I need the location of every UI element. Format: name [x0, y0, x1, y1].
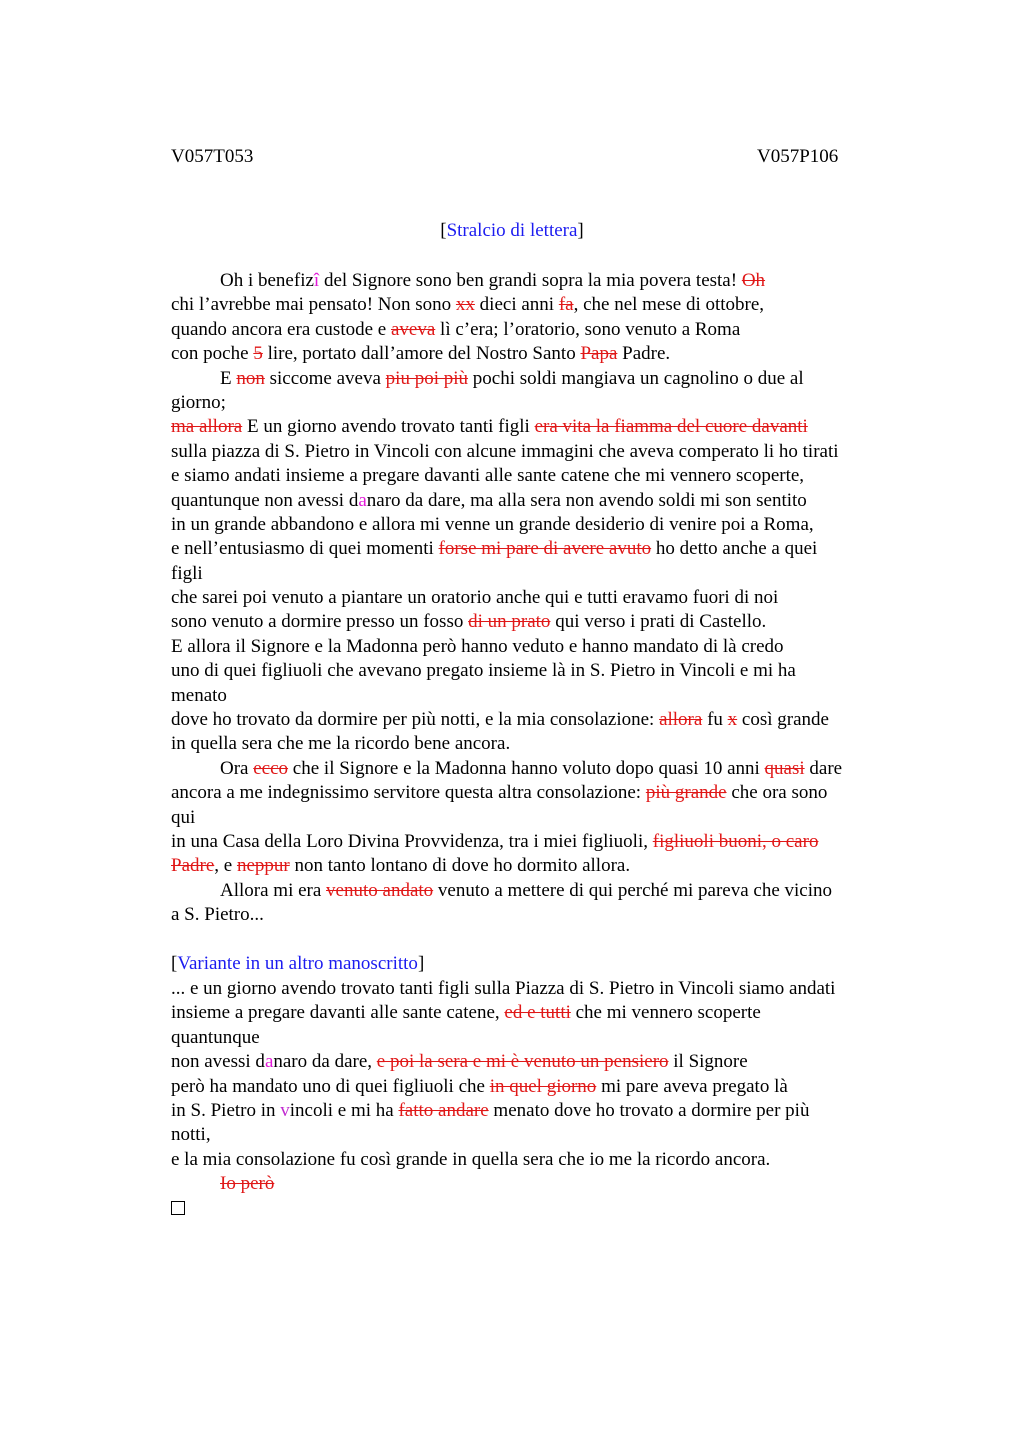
text-run: sono venuto a dormire presso un fosso [171, 611, 469, 633]
deleted-text: figliuoli buoni, o caro [652, 830, 819, 852]
deleted-text: Padre [171, 855, 215, 877]
text-run: così grande [737, 709, 829, 731]
deleted-text: quasi [764, 757, 805, 779]
deleted-text: Oh [741, 270, 766, 291]
bracket-close: ] [577, 220, 584, 241]
text-run: e nell’entusiasmo di quei momenti [171, 538, 439, 560]
deleted-text: ed e tutti [504, 1002, 571, 1024]
text-run: che mi vennero scoperte [570, 1002, 761, 1024]
text-run: ho detto anche a quei [651, 538, 818, 560]
text-line [171, 1001, 835, 1025]
text-run: insieme a pregare davanti alle sante catene, [171, 1002, 505, 1024]
variant-heading [171, 953, 424, 975]
text-run: non avessi d [171, 1051, 265, 1073]
text-run: chi l’avrebbe mai pensato! Non sono [171, 294, 456, 316]
square-box-icon [171, 1201, 185, 1215]
section-title-text: Stralcio di lettera [446, 220, 578, 241]
text-run: Allora mi era [220, 879, 327, 901]
variant-body [171, 977, 835, 1221]
deleted-text: xx [455, 294, 475, 316]
deleted-text: aveva [390, 318, 436, 340]
text-run: menato [171, 684, 227, 706]
text-run: uno di quei figliuoli che avevano pregato insieme là in S. Pietro in Vincoli e mi ha [171, 660, 796, 682]
text-run: Padre. [617, 343, 671, 365]
text-run: qui verso i prati di Castello. [550, 611, 767, 633]
text-line [171, 635, 842, 659]
text-line [171, 1123, 835, 1147]
text-line [171, 1050, 835, 1074]
text-line [171, 1075, 835, 1099]
deleted-text: ecco [253, 757, 289, 779]
text-run: quantunque non avessi d [171, 489, 359, 511]
text-run: pochi soldi mangiava un cagnolino o due al [468, 367, 804, 389]
inserted-text: a [358, 489, 367, 511]
text-run: in S. Pietro in [171, 1099, 281, 1121]
text-line [171, 732, 842, 756]
text-line [171, 269, 842, 293]
text-line [171, 830, 842, 854]
text-run: quantunque [171, 1026, 260, 1048]
deleted-text: e poi la sera e mi è venuto un pensiero [376, 1051, 669, 1073]
text-run: a S. Pietro... [171, 904, 264, 926]
text-line [171, 879, 842, 903]
text-run: non tanto lontano di dove ho dormito allora. [289, 855, 631, 877]
text-run: quando ancora era custode e [171, 318, 391, 340]
variant-heading-text: Variante in un altro manoscritto [177, 953, 418, 974]
text-line [171, 440, 842, 464]
text-run: che sarei poi venuto a piantare un oratorio anche qui e tutti eravamo fuori di noi [171, 587, 779, 609]
text-line [171, 757, 842, 781]
text-run: lì c’era; l’oratorio, sono venuto a Roma [435, 318, 741, 340]
text-line [171, 293, 842, 317]
text-run: lire, portato dall’amore del Nostro Santo [262, 343, 581, 365]
document-code-left: V057T053 [171, 146, 254, 167]
deleted-text: venuto andato [326, 879, 434, 901]
text-run: in una Casa della Loro Divina Provvidenza, tra i miei figliuoli, [171, 830, 653, 852]
deleted-text: x [727, 709, 738, 731]
text-run: figli [171, 562, 203, 584]
deleted-text: neppur [236, 855, 290, 877]
text-run: ancora a me indegnissimo servitore questa altra consolazione: [171, 782, 646, 804]
text-line [171, 1148, 835, 1172]
text-run: con poche [171, 343, 254, 365]
text-line [171, 684, 842, 708]
text-run: sulla piazza di S. Pietro in Vincoli con alcune immagini che aveva comperato li ho tirati [171, 440, 839, 462]
text-line [171, 367, 842, 391]
text-line [171, 708, 842, 732]
text-run: che il Signore e la Madonna hanno voluto dopo quasi 10 anni [288, 757, 765, 779]
text-run: il Signore [668, 1051, 748, 1073]
deleted-text: Io però [220, 1173, 275, 1195]
deleted-text: fa [558, 294, 574, 316]
text-line [171, 903, 842, 927]
deleted-text: piu poi più [385, 367, 469, 389]
text-run: del Signore sono ben grandi sopra la mia povera testa! [319, 270, 742, 291]
text-run: naro da dare, [273, 1051, 377, 1073]
text-run: giorno; [171, 391, 226, 413]
bracket-close: ] [417, 953, 425, 974]
text-run: però ha mandato uno di quei figliuoli che [171, 1075, 490, 1097]
text-run: E [220, 367, 237, 389]
text-line [171, 1099, 835, 1123]
text-run: fu [702, 709, 728, 731]
text-line [171, 464, 842, 488]
text-run: qui [171, 806, 196, 828]
inserted-text: î [313, 270, 320, 291]
text-run: dare [804, 757, 843, 779]
text-run: dove ho trovato da dormire per più notti, e la mia consolazione: [171, 709, 660, 731]
text-line [171, 318, 842, 342]
text-run: venuto a mettere di qui perché mi pareva che vicino [433, 879, 832, 901]
text-run: in un grande abbandono e allora mi venne un grande desiderio di venire poi a Roma, [171, 513, 814, 535]
text-line [171, 854, 842, 878]
deleted-text: 5 [253, 343, 263, 365]
bracket-open: [ [171, 953, 178, 974]
deleted-text: ma allora [171, 416, 243, 438]
deleted-text: in quel giorno [489, 1075, 597, 1097]
deleted-text: forse mi pare di avere avuto [438, 538, 652, 560]
text-line [171, 415, 842, 439]
text-line [171, 342, 842, 366]
bracket-open: [ [440, 220, 447, 241]
text-run: siccome aveva [264, 367, 386, 389]
text-line [171, 659, 842, 683]
text-line [171, 586, 842, 610]
text-line [171, 489, 842, 513]
text-run: e la mia consolazione fu così grande in quella sera che io me la ricordo ancora. [171, 1148, 771, 1170]
deleted-text: Papa [580, 343, 618, 365]
text-line [171, 1172, 835, 1196]
text-line [171, 806, 842, 830]
deleted-text: non [236, 367, 265, 389]
text-run: E allora il Signore e la Madonna però hanno veduto e hanno mandato di là credo [171, 635, 784, 657]
deleted-text: allora [659, 709, 703, 731]
text-line [171, 1197, 835, 1221]
text-line [171, 537, 842, 561]
letter-body [171, 269, 842, 928]
text-line [171, 781, 842, 805]
text-run: menato dove ho trovato a dormire per più [488, 1099, 810, 1121]
deleted-text: fatto andare [398, 1099, 489, 1121]
text-run: che ora sono [726, 782, 828, 804]
deleted-text: di un prato [468, 611, 551, 633]
text-run: notti, [171, 1124, 211, 1146]
text-run: dieci anni [474, 294, 559, 316]
text-run: ... e un giorno avendo trovato tanti figli sulla Piazza di S. Pietro in Vincoli siamo andati [171, 978, 836, 999]
text-run: in quella sera che me la ricordo bene ancora. [171, 733, 511, 755]
text-line [171, 391, 842, 415]
inserted-text: a [264, 1051, 274, 1073]
text-run: e siamo andati insieme a pregare davanti alle sante catene che mi vennero scoperte, [171, 465, 805, 487]
section-title [0, 220, 1024, 242]
deleted-text: più grande [645, 782, 727, 804]
text-run: Ora [220, 757, 254, 779]
text-run: , che nel mese di ottobre, [573, 294, 765, 316]
text-line [171, 562, 842, 586]
text-run: Oh i benefiz [220, 270, 314, 291]
text-run: E un giorno avendo trovato tanti figli [242, 416, 535, 438]
page-code-right: V057P106 [757, 146, 839, 167]
text-run: incoli e mi ha [289, 1099, 399, 1121]
text-line [171, 610, 842, 634]
text-line [171, 1026, 835, 1050]
inserted-text: v [280, 1099, 290, 1121]
text-run: mi pare aveva pregato là [596, 1075, 788, 1097]
text-run: naro da dare, ma alla sera non avendo soldi mi son sentito [366, 489, 807, 511]
deleted-text: era vita la fiamma del cuore davanti [534, 416, 808, 438]
text-line [171, 513, 842, 537]
text-run: , e [214, 855, 237, 877]
text-line [171, 977, 835, 1001]
